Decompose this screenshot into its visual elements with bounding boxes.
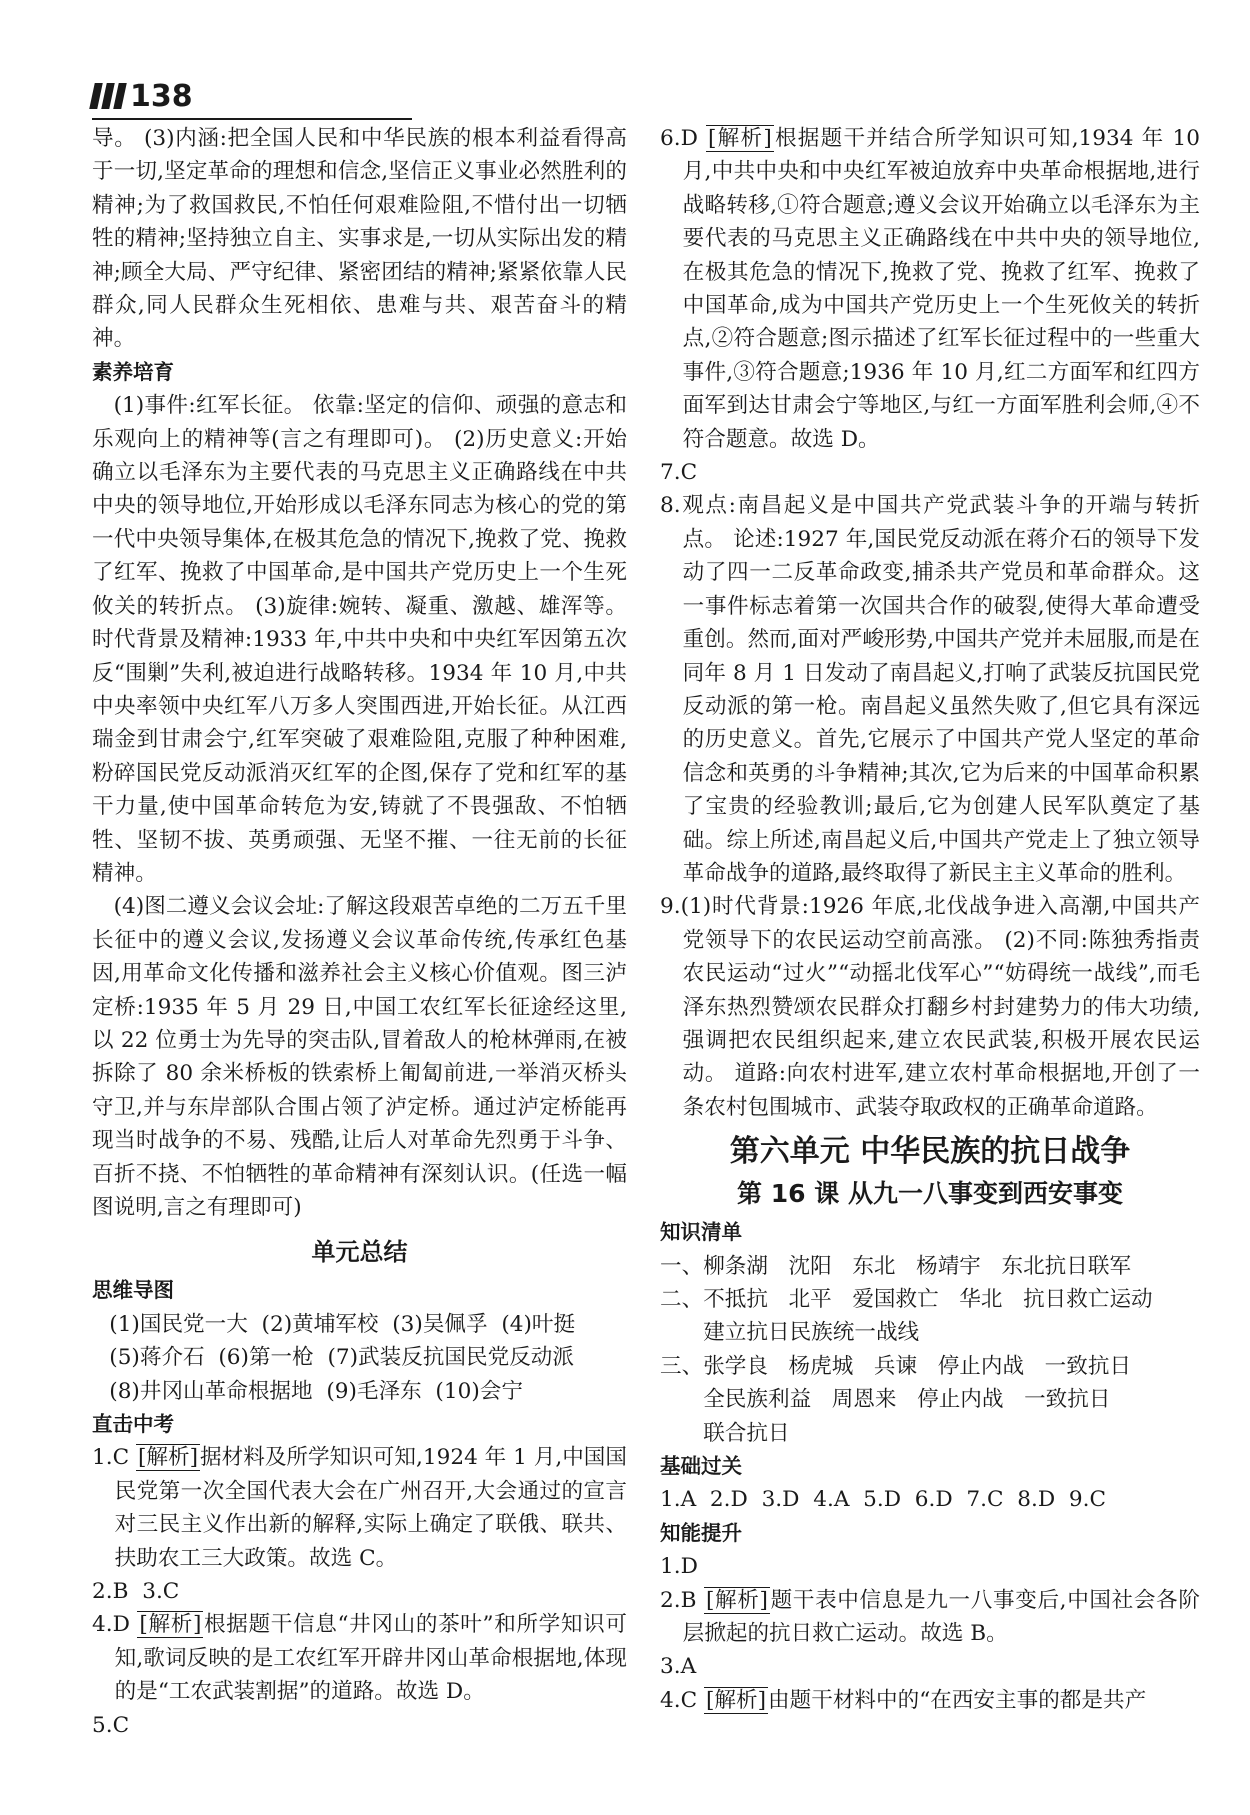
zhineng-3-answer: 3.A <box>660 1654 697 1680</box>
mindmap-heading: 思维导图 <box>92 1278 174 1303</box>
zhineng-heading: 知能提升 <box>660 1520 742 1545</box>
intro-paragraph: 导。 (3)内涵:把全国人民和中华民族的根本利益看得高于一切,坚定革命的理想和信念,坚信正义事业必然胜利的精神;为了救国救民,不怕任何艰难险阻,不惜付出一切牺牲的精神;坚持独立自主、实事求是,一切从实际出发的精神;顾全大局、严守纪律、紧密团结的精神;紧紧依靠人民群众,同人民群众生死相依、患难与共、艰苦奋斗的精神。 <box>92 126 627 352</box>
suyang-paragraph-2: (4)图二遵义会议会址:了解这段艰苦卓绝的二万五千里长征中的遵义会议,发扬遵义会议革命传统,传承红色基因,用革命文化传播和滋养社会主义核心价值观。图三泸定桥:1935 年 5 月 29 日,中国工农红军长征途经这里,以 22 位勇士为先导的突击队,冒着敌人的枪林弹雨,在被拆除了 80 余米桥板的铁索桥上匍匐前进,一举消灭桥头守卫,并与东岸部队合围占领了泸定桥。通过泸定桥能再现当时战争的不易、残酷,让后人对革命先烈勇于斗争、百折不挠、不怕牺牲的革命精神有深刻认识。(任选一幅图说明,言之有理即可) <box>92 894 627 1220</box>
header-rule <box>92 118 412 120</box>
zhongkao-heading: 直击中考 <box>92 1412 174 1437</box>
zhineng-2-answer: 2.B [解析]题干表中信息是九一八事变后,中国社会各阶层掀起的抗日救亡运动。故选 B。 <box>660 1587 1200 1647</box>
left-column <box>92 122 627 1742</box>
zhineng-1-answer: 1.D <box>660 1554 698 1580</box>
zhishi-line: 二、不抵抗 北平 爱国救亡 华北 抗日救亡运动 <box>660 1287 1153 1312</box>
zhineng-4-answer: 4.C [解析]由题干材料中的“在西安主事的都是共产 <box>660 1687 1147 1713</box>
analysis-tag: [解析] <box>138 1445 199 1471</box>
question-9-answer: 9.(1)时代背景:1926 年底,北伐战争进入高潮,中国共产党领导下的农民运动空前高涨。 (2)不同:陈独秀指责农民运动“过火”“动摇北伐军心”“妨碍统一战线”,而毛泽东热烈赞颂农民群众打翻乡村封建势力的伟大功绩,强调把农民组织起来,建立农民武装,积极开展农民运动。 道路:向农村进军,建立农村革命根据地,开创了一条农村包围城市、武装夺取政权的正确革命道路。 <box>660 894 1200 1120</box>
page-number-text: 138 <box>130 78 193 114</box>
suyang-paragraph-1: (1)事件:红军长征。 依靠:坚定的信仰、顽强的意志和乐观向上的精神等(言之有理即可)。 (2)历史意义:开始确立以毛泽东为主要代表的马克思主义正确路线在中共中央的领导地位,开始形成以毛泽东同志为核心的党的第一代中央领导集体,在极其危急的情况下,挽救了党、挽救了红军、挽救了中国革命,是中国共产党历史上一个生死攸关的转折点。 (3)旋律:婉转、凝重、激越、雄浑等。 时代背景及精神:1933 年,中共中央和中央红军因第五次反“围剿”失利,被迫进行战略转移。1934 年 10 月,中共中央率领中央红军八万多人突围西进,开始长征。从江西瑞金到甘肃会宁,红军突破了艰难险阻,克服了种种困难,粉碎国民党反动派消灭红军的企图,保存了党和红军的基干力量,使中国革命转危为安,铸就了不畏强敌、不怕牺牲、坚韧不拔、英勇顽强、无坚不摧、一往无前的长征精神。 <box>92 393 627 886</box>
jichu-answers: 1.A 2.D 3.D 4.A 5.D 6.D 7.C 8.D 9.C <box>660 1487 1107 1513</box>
mindmap-line: (8)井冈山革命根据地 (9)毛泽东 (10)会宁 <box>109 1378 523 1404</box>
zhishi-line: 联合抗日 <box>703 1420 790 1446</box>
mindmap-line: (1)国民党一大 (2)黄埔军校 (3)吴佩孚 (4)叶挺 <box>109 1311 576 1337</box>
zhishi-heading: 知识清单 <box>660 1220 742 1245</box>
question-5-answer: 5.C <box>92 1712 130 1738</box>
zhishi-line: 一、柳条湖 沈阳 东北 杨靖宇 东北抗日联军 <box>660 1253 1132 1279</box>
jichu-heading: 基础过关 <box>660 1454 742 1479</box>
question-1-answer: 1.C [解析]据材料及所学知识可知,1924 年 1 月,中国国民党第一次全国代表大会在广州召开,大会通过的宣言对三民主义作出新的解释,实际上确定了联俄、联共、扶助农工三大政策。故选 C。 <box>92 1445 627 1571</box>
zhishi-line: 三、张学良 杨虎城 兵谏 停止内战 一致抗日 <box>660 1353 1132 1379</box>
question-7-answer: 7.C <box>660 460 698 486</box>
analysis-tag: [解析] <box>708 126 772 151</box>
analysis-tag: [解析] <box>705 1587 768 1613</box>
mindmap-line: (5)蒋介石 (6)第一枪 (7)武装反抗国民党反动派 <box>109 1345 574 1371</box>
question-6-answer: 6.D [解析]根据题干并结合所学知识可知,1934 年 10 月,中共中央和中央红军被迫放弃中央革命根据地,进行战略转移,①符合题意;遵义会议开始确立以毛泽东为主要代表的马克思主义正确路线在中共中央的领导地位,在极其危急的情况下,挽救了党、挽救了红军、挽救了中国革命,成为中国共产党历史上一个生死攸关的转折点,②符合题意;图示描述了红军长征过程中的一些重大事件,③符合题意;1936 年 10 月,红二方面军和红四方面军到达甘肃会宁等地区,与红一方面军胜利会师,④不符合题意。故选 D。 <box>660 126 1200 452</box>
analysis-tag: [解析] <box>139 1612 202 1638</box>
unit-title: 第六单元 中华民族的抗日战争 <box>729 1134 1131 1170</box>
question-4-answer: 4.D [解析]根据题干信息“井冈山的茶叶”和所学知识可知,歌词反映的是工农红军开辟井冈山革命根据地,体现的是“工农武装割据”的道路。故选 D。 <box>92 1612 627 1705</box>
questions-2-3-answers: 2.B 3.C <box>92 1579 180 1605</box>
analysis-tag: [解析] <box>706 1687 767 1713</box>
unit-summary-heading: 单元总结 <box>311 1238 408 1267</box>
lesson-title: 第 16 课 从九一八事变到西安事变 <box>737 1179 1123 1209</box>
page-number-bars-icon <box>92 83 124 109</box>
question-8-answer: 8.观点:南昌起义是中国共产党武装斗争的开端与转折点。 论述:1927 年,国民党反动派在蒋介石的领导下发动了四一二反革命政变,捕杀共产党员和革命群众。这一事件标志着第一次国共合作的破裂,使得大革命遭受重创。然而,面对严峻形势,中国共产党并未屈服,而是在同年 8 月 1 日发动了南昌起义,打响了武装反抗国民党反动派的第一枪。南昌起义虽然失败了,但它具有深远的历史意义。首先,它展示了中国共产党人坚定的革命信念和英勇的斗争精神;其次,它为后来的中国革命积累了宝贵的经验教训;最后,它为创建人民军队奠定了基础。综上所述,南昌起义后,中国共产党走上了独立领导革命战争的道路,最终取得了新民主主义革命的胜利。 <box>660 493 1200 886</box>
zhishi-line: 建立抗日民族统一战线 <box>703 1320 920 1346</box>
zhishi-line: 全民族利益 周恩来 停止内战 一致抗日 <box>703 1387 1111 1413</box>
page-number <box>92 78 193 114</box>
suyang-heading: 素养培育 <box>92 359 174 384</box>
right-column <box>660 122 1200 1717</box>
